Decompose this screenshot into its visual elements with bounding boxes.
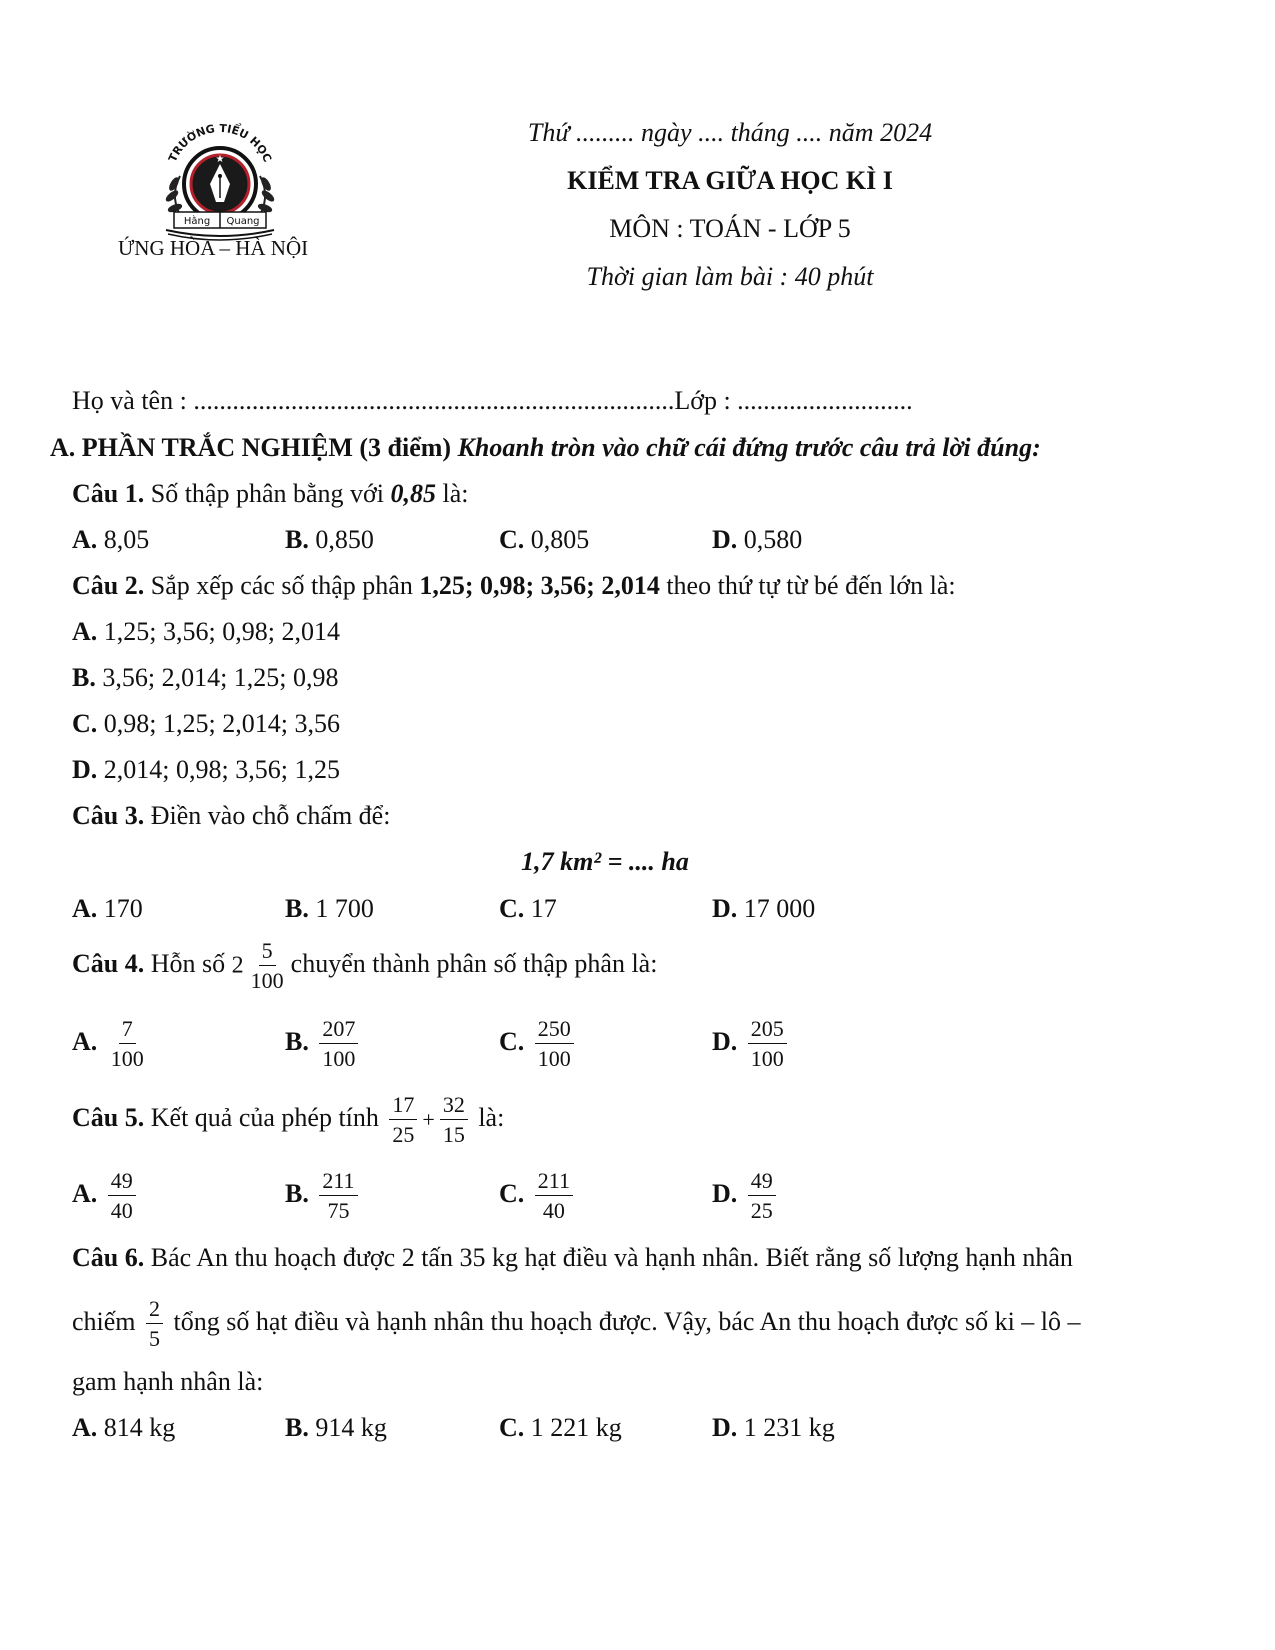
question-text: chuyển thành phân số thập phân là: — [290, 948, 658, 978]
fraction-numerator: 211 — [319, 1168, 357, 1196]
option-text: 1 231 kg — [737, 1413, 835, 1442]
fraction-denominator: 40 — [542, 1198, 565, 1224]
option-text: 1 700 — [308, 894, 374, 923]
question-6 — [72, 1243, 1073, 1273]
exam-title: KIỂM TRA GIỮA HỌC KÌ I — [567, 166, 893, 195]
option-letter: C. — [499, 1178, 525, 1208]
question-label: Câu 1. — [72, 479, 145, 508]
svg-text:Hằng: Hằng — [183, 216, 211, 227]
q3-formula: 1,7 km² = .... ha — [521, 847, 689, 876]
q3-option-d[interactable] — [712, 894, 815, 924]
school-logo — [150, 118, 290, 248]
exam-subject: MÔN : TOÁN - LỚP 5 — [609, 214, 851, 243]
option-letter: A. — [72, 1413, 98, 1442]
exam-date-line: Thứ ......... ngày .... tháng .... năm 2024 — [527, 118, 933, 147]
plus-sign: + — [422, 1106, 435, 1132]
question-text: Hỗn số — [144, 948, 232, 978]
question-4 — [72, 938, 657, 994]
svg-text:Quang: Quang — [226, 216, 260, 227]
option-text: 2,014; 0,98; 3,56; 1,25 — [97, 755, 340, 784]
option-text: 914 kg — [308, 1413, 387, 1442]
option-letter: A. — [72, 1178, 98, 1208]
q3-option-c[interactable] — [499, 894, 557, 924]
option-letter: D. — [72, 755, 98, 784]
class-field[interactable]: ........................... — [737, 386, 913, 415]
question-text: Số thập phân bằng với — [144, 479, 391, 508]
mixed-number-whole: 2 — [231, 952, 244, 979]
option-letter: C. — [499, 1026, 525, 1056]
q1-option-d[interactable] — [712, 525, 802, 555]
option-letter: B. — [72, 663, 96, 692]
school-emblem-icon — [150, 118, 290, 248]
q2-option-b[interactable] — [72, 663, 339, 693]
question-6-line-3 — [72, 1367, 263, 1397]
option-letter: B. — [285, 525, 309, 554]
option-letter: D. — [712, 894, 738, 923]
fraction-numerator: 7 — [119, 1016, 136, 1044]
fraction-denominator: 25 — [750, 1198, 773, 1224]
question-emphasis: 0,85 — [390, 479, 437, 508]
question-3 — [72, 801, 390, 831]
question-1 — [72, 479, 469, 509]
question-label: Câu 5. — [72, 1102, 145, 1132]
section-a-instruction: Khoanh tròn vào chữ cái đứng trước câu trả lời đúng: — [457, 433, 1041, 462]
fraction-denominator: 15 — [442, 1122, 465, 1148]
name-label: Họ và tên : — [72, 386, 194, 415]
fraction-numerator: 250 — [535, 1016, 574, 1044]
q4-option-d[interactable] — [712, 1016, 791, 1072]
option-fraction — [748, 1168, 776, 1224]
fraction-numerator: 205 — [748, 1016, 787, 1044]
q5-option-d[interactable] — [712, 1168, 780, 1224]
question-text: Bác An thu hoạch được 2 tấn 35 kg hạt điều và hạnh nhân. Biết rằng số lượng hạnh nhân — [144, 1243, 1073, 1272]
option-text: 8,05 — [97, 525, 150, 554]
fraction-numerator: 49 — [748, 1168, 776, 1196]
option-letter: B. — [285, 1026, 309, 1056]
option-fraction — [319, 1016, 358, 1072]
option-letter: B. — [285, 894, 309, 923]
q6-option-d[interactable] — [712, 1413, 835, 1443]
q4-option-a[interactable] — [72, 1016, 151, 1072]
question-fraction — [146, 1296, 163, 1352]
fraction-denominator: 75 — [327, 1198, 350, 1224]
fraction-denominator: 25 — [392, 1122, 415, 1148]
svg-text:★: ★ — [215, 154, 225, 165]
option-letter: C. — [499, 894, 525, 923]
question-text: tổng số hạt điều và hạnh nhân thu hoạch được. Vậy, bác An thu hoạch được số ki – lô – — [167, 1306, 1081, 1336]
expression-fraction-2 — [440, 1092, 468, 1148]
q3-option-a[interactable] — [72, 894, 143, 924]
fraction-denominator: 100 — [750, 1046, 784, 1072]
option-letter: B. — [285, 1413, 309, 1442]
q5-option-a[interactable] — [72, 1168, 140, 1224]
fraction-numerator: 207 — [319, 1016, 358, 1044]
fraction-numerator: 5 — [259, 938, 276, 966]
option-text: 0,850 — [308, 525, 374, 554]
q4-option-c[interactable] — [499, 1016, 578, 1072]
question-text: chiếm — [72, 1306, 143, 1336]
question-text: là: — [436, 479, 469, 508]
q6-option-c[interactable] — [499, 1413, 622, 1443]
q6-option-a[interactable] — [72, 1413, 175, 1443]
option-fraction — [748, 1016, 787, 1072]
name-field[interactable]: .......................................................................... — [193, 386, 675, 415]
q6-option-b[interactable] — [285, 1413, 387, 1443]
option-text: 0,805 — [524, 525, 590, 554]
option-text: 3,56; 2,014; 1,25; 0,98 — [95, 663, 339, 692]
fraction-numerator: 211 — [535, 1168, 573, 1196]
fraction-denominator: 5 — [149, 1326, 161, 1352]
option-fraction — [535, 1168, 573, 1224]
q2-option-a[interactable] — [72, 617, 340, 647]
question-5 — [72, 1092, 504, 1148]
option-text: 0,580 — [737, 525, 803, 554]
option-text: 814 kg — [97, 1413, 176, 1442]
option-letter: D. — [712, 525, 738, 554]
q1-option-b[interactable] — [285, 525, 374, 555]
option-letter: A. — [72, 617, 98, 646]
option-letter: A. — [72, 894, 98, 923]
option-text: 17 — [524, 894, 557, 923]
fraction-denominator: 40 — [110, 1198, 133, 1224]
option-letter: B. — [285, 1178, 309, 1208]
option-letter: A. — [72, 525, 98, 554]
question-label: Câu 4. — [72, 948, 145, 978]
option-fraction — [108, 1168, 136, 1224]
fraction-denominator: 100 — [110, 1046, 144, 1072]
question-2 — [72, 571, 956, 601]
question-label: Câu 3. — [72, 801, 145, 830]
q5-option-b[interactable] — [285, 1168, 362, 1224]
fraction-numerator: 32 — [440, 1092, 468, 1120]
option-letter: C. — [72, 709, 98, 738]
option-text: 170 — [97, 894, 143, 923]
question-label: Câu 2. — [72, 571, 145, 600]
option-text: 1 221 kg — [524, 1413, 622, 1442]
q3-option-b[interactable] — [285, 894, 374, 924]
option-text: 0,98; 1,25; 2,014; 3,56 — [97, 709, 340, 738]
school-location: ỨNG HÒA – HÀ NỘI — [118, 236, 309, 260]
fraction-denominator: 100 — [537, 1046, 571, 1072]
question-text: Kết quả của phép tính — [144, 1102, 386, 1132]
option-letter: C. — [499, 525, 525, 554]
question-text: Điền vào chỗ chấm để: — [144, 801, 391, 830]
q4-option-b[interactable] — [285, 1016, 362, 1072]
question-text: Sắp xếp các số thập phân — [144, 571, 420, 600]
q2-option-c[interactable] — [72, 709, 340, 739]
section-a-heading — [50, 433, 1041, 463]
question-label: Câu 6. — [72, 1243, 145, 1272]
fraction-denominator: 100 — [322, 1046, 356, 1072]
question-text: là: — [471, 1102, 505, 1132]
option-letter: C. — [499, 1413, 525, 1442]
question-text: theo thứ tự từ bé đến lớn là: — [659, 571, 956, 600]
q5-option-c[interactable] — [499, 1168, 577, 1224]
question-6-line-2 — [72, 1296, 1081, 1352]
svg-text:TRƯỜNG TIỂU HỌC: TRƯỜNG TIỂU HỌC — [166, 121, 274, 165]
mixed-number-fraction — [248, 938, 287, 994]
fraction-denominator: 100 — [250, 968, 284, 994]
option-letter: A. — [72, 1026, 98, 1056]
q1-option-a[interactable] — [72, 525, 149, 555]
option-fraction — [535, 1016, 574, 1072]
option-fraction — [319, 1168, 357, 1224]
option-text: 17 000 — [737, 894, 816, 923]
section-a-title: A. PHẦN TRẮC NGHIỆM (3 điểm) — [50, 433, 458, 462]
option-letter: D. — [712, 1178, 738, 1208]
option-letter: D. — [712, 1413, 738, 1442]
q1-option-c[interactable] — [499, 525, 589, 555]
fraction-numerator: 49 — [108, 1168, 136, 1196]
student-info-line — [72, 386, 913, 416]
option-fraction — [108, 1016, 147, 1072]
option-text: 1,25; 3,56; 0,98; 2,014 — [97, 617, 340, 646]
option-letter: D. — [712, 1026, 738, 1056]
expression-fraction-1 — [389, 1092, 417, 1148]
exam-duration: Thời gian làm bài : 40 phút — [586, 262, 874, 291]
class-label: Lớp : — [674, 386, 738, 415]
fraction-numerator: 17 — [389, 1092, 417, 1120]
q2-option-d[interactable] — [72, 755, 340, 785]
fraction-numerator: 2 — [146, 1296, 163, 1324]
question-emphasis: 1,25; 0,98; 3,56; 2,014 — [419, 571, 660, 600]
question-text: gam hạnh nhân là: — [72, 1367, 264, 1396]
